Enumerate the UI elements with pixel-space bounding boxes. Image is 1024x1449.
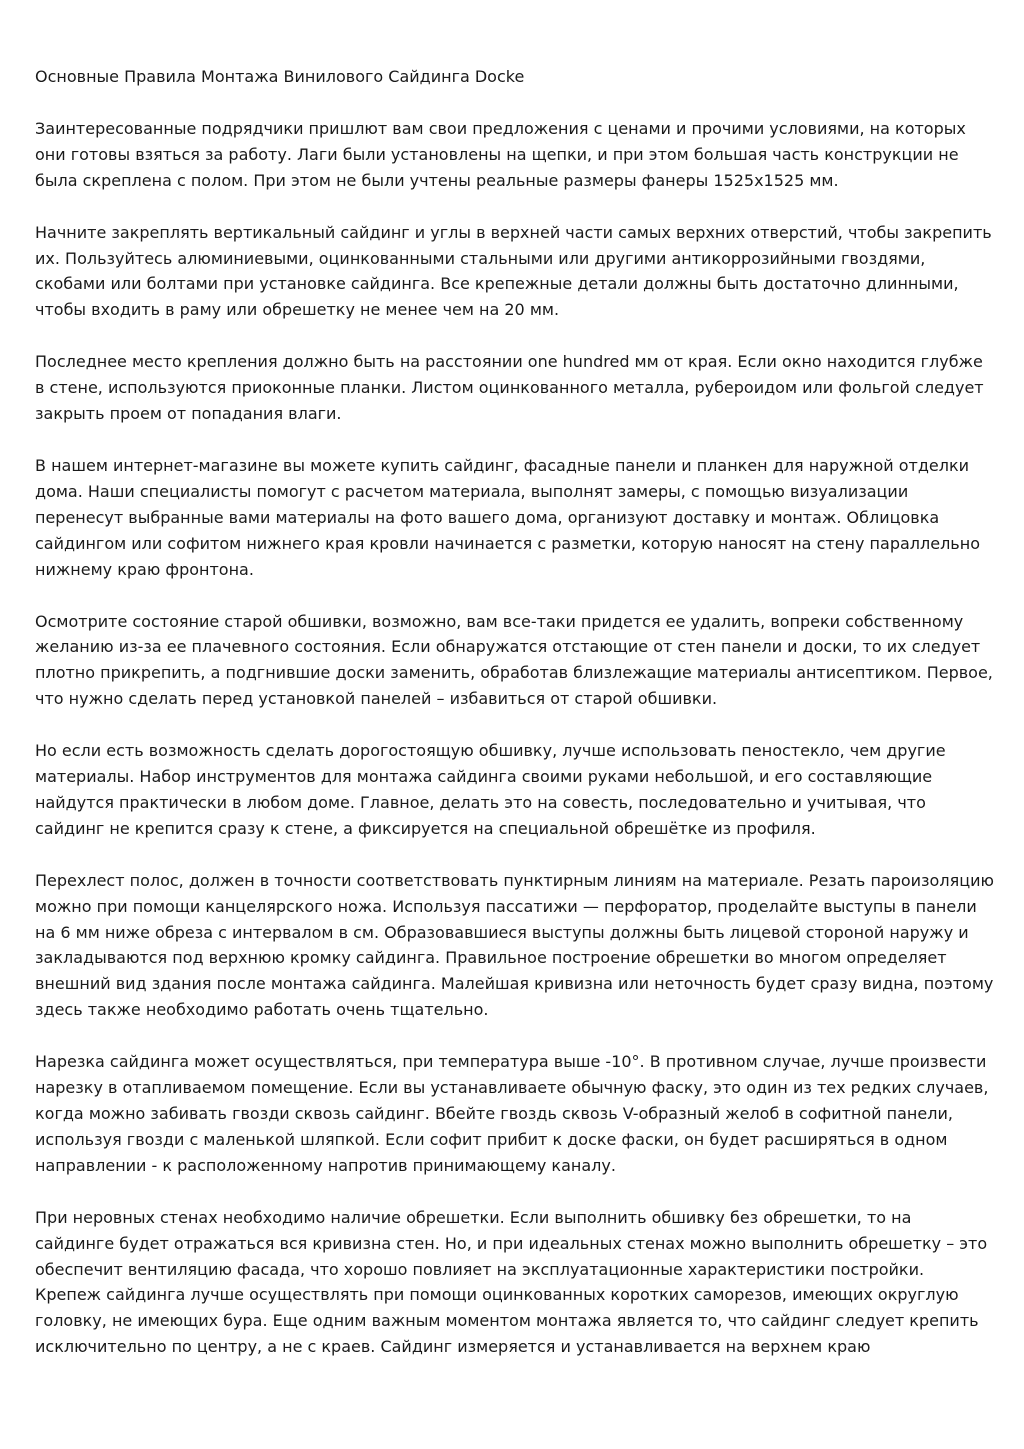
paragraph-4: В нашем интернет-магазине вы можете купить сайдинг, фасадные панели и планкен для наружной отделки дома. Наши специалисты помогут с расчетом материала, выполнят замеры, с помощью визуализации перенесут выбранные вами материалы на фото вашего дома, организуют доставку и монтаж. Облицовка сайдингом или софитом нижнего края кровли начинается с разметки, которую наносят на стену параллельно нижнему краю фронтона. <box>35 455 980 579</box>
paragraph-9: При неровных стенах необходимо наличие обрешетки. Если выполнить обшивку без обрешетки, то на сайдинге будет отражаться вся кривизна стен. Но, и при идеальных стенах можно выполнить обрешетку – это обеспечит вентиляцию фасада, что хорошо повлияет на эксплуатационные характеристики постройки. Крепеж сайдинга лучше осуществлять при помощи оцинкованных коротких саморезов, имеющих округлую головку, не имеющих бура. Еще одним важным моментом монтажа является то, что сайдинг следует крепить исключительно по центру, а не с краев. Сайдинг измеряется и устанавливается на верхнем краю <box>35 1207 988 1357</box>
paragraph-2: Начните закреплять вертикальный сайдинг и углы в верхней части самых верхних отверстий, чтобы закрепить их. Пользуйтесь алюминиевыми, оцинкованными стальными или другими антикоррозийными гвоздями, скобами или болтами при установке сайдинга. Все крепежные детали должны быть достаточно длинными, чтобы входить в раму или обрешетку не менее чем на 20 мм. <box>35 222 992 320</box>
document-page <box>35 64 995 1386</box>
paragraph-8: Нарезка сайдинга может осуществляться, при температура выше -10°. В противном случае, лучше произвести нарезку в отапливаемом помещение. Если вы устанавливаете обычную фаску, это один из тех редких случаев, когда можно забивать гвозди сквозь сайдинг. Вбейте гвоздь сквозь V-образный желоб в софитной панели, используя гвозди с маленькой шляпкой. Если софит прибит к доске фаски, он будет расширяться в одном направлении - к расположенному напротив принимающему каналу. <box>35 1052 989 1175</box>
paragraph-1: Заинтересованные подрядчики пришлют вам свои предложения с ценами и прочими условиями, на которых они готовы взяться за работу. Лаги были установлены на щепки, и при этом большая часть конструкции не была скреплена с полом. При этом не были учтены реальные размеры фанеры 1525х1525 мм. <box>35 118 966 190</box>
paragraph-7: Перехлест полос, должен в точности соответствовать пунктирным линиям на материале. Резать пароизоляцию можно при помощи канцелярского ножа. Используя пассатижи — перфоратор, проделайте выступы в панели на 6 мм ниже обреза с интервалом в см. Образовавшиеся выступы должны быть лицевой стороной наружу и закладываются под верхнюю кромку сайдинга. Правильное построение обрешетки во многом определяет внешний вид здания после монтажа сайдинга. Малейшая кривизна или неточность будет сразу видна, поэтому здесь также необходимо работать очень тщательно. <box>35 870 994 1020</box>
paragraph-5: Осмотрите состояние старой обшивки, возможно, вам все-таки придется ее удалить, вопреки собственному желанию из-за ее плачевного состояния. Если обнаружатся отстающие от стен панели и доски, то их следует плотно прикрепить, а подгнившие доски заменить, обработав близлежащие материалы антисептиком. Первое, что нужно сделать перед установкой панелей – избавиться от старой обшивки. <box>35 611 993 709</box>
paragraph-6: Но если есть возможность сделать дорогостоящую обшивку, лучше использовать пеностекло, чем другие материалы. Набор инструментов для монтажа сайдинга своими руками небольшой, и его составляющие найдутся практически в любом доме. Главное, делать это на совесть, последовательно и учитывая, что сайдинг не крепится сразу к стене, а фиксируется на специальной обрешётке из профиля. <box>35 741 946 838</box>
document-title: Основные Правила Монтажа Винилового Сайдинга Docke <box>35 67 525 86</box>
paragraph-3: Последнее место крепления должно быть на расстоянии one hundred мм от края. Если окно находится глубже в стене, используются приоконные планки. Листом оцинкованного металла, рубероидом или фольгой следует закрыть проем от попадания влаги. <box>35 352 984 424</box>
